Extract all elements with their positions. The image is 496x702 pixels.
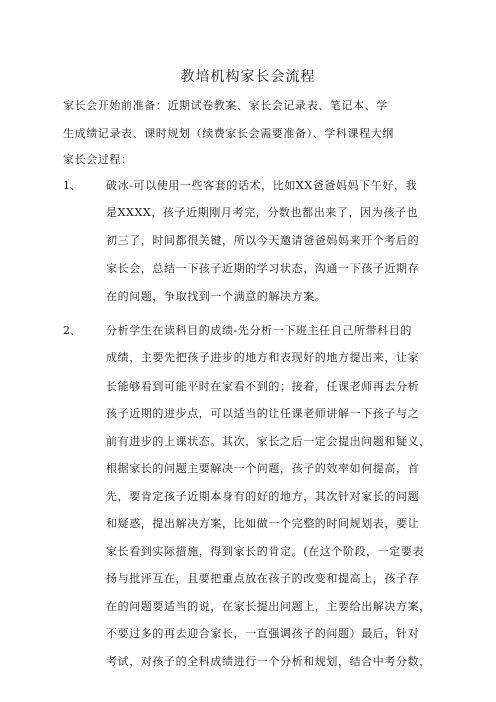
item-1-line-4: 家长会，总结一下孩子近期的学习状态，沟通一下孩子近期存 [106,262,420,275]
item-2-line-12: 不要过多的再去迎合家长，一直强调孩子的问题）最后，针对 [106,627,420,640]
item-2-line-7: 先，要肯定孩子近期本身有的好的地方，其次针对家长的问题 [106,490,420,503]
item-1-line-5: 在的问题，争取找到一个满意的解决方案。 [106,290,327,303]
item-1-line-1: 破冰-可以使用一些客套的话术，比如XX爸爸妈妈下午好，我 [106,179,418,192]
item-2-line-4: 孩子近期的进步点，可以适当的让任课老师讲解一下孩子与之 [106,407,420,420]
item-2-line-3: 长能够看到可能平时在家看不到的；接着，任课老师再去分析 [106,380,420,393]
item-number-2: 2、 [63,324,81,337]
process-heading: 家长会过程： [63,153,133,166]
item-2-line-8: 和疑惑，提出解决方案，比如做一个完整的时间规划表，要让 [106,517,420,530]
prep-line-2: 生成绩记录表、课时规划（续费家长会需要准备）、学科课程大纲 [63,127,394,140]
item-2-line-2: 成绩，主要先把孩子进步的地方和表现好的地方提出来，让家 [106,351,420,364]
item-2-line-10: 扬与批评互在，且要把重点放在孩子的改变和提高上，孩子存 [106,572,420,585]
item-2-line-1: 分析学生在读科目的成绩-先分析一下班主任自己所带科目的 [106,324,412,337]
item-2-line-6: 根据家长的问题主要解决一个问题，孩子的效率如何提高，首 [106,462,420,475]
item-1-line-3: 初三了，时间都很关键，所以今天邀请爸爸妈妈来开个考后的 [106,234,420,247]
item-1-line-2: 是XXXX，孩子近期刚月考完，分数也都出来了，因为孩子也 [106,206,419,219]
item-number-1: 1、 [63,179,81,192]
document-title: 教培机构家长会流程 [180,69,316,85]
item-2-line-9: 家长看到实际措施，得到家长的肯定。(在这个阶段，一定要表 [106,545,425,558]
prep-line-1: 家长会开始前准备：近期试卷教案、家长会记录表、笔记本、学 [63,99,388,112]
item-2-line-11: 在的问题要适当的说，在家长提出问题上，主要给出解决方案， [106,600,431,613]
item-2-line-13: 考试，对孩子的全科成绩进行一个分析和规划，结合中考分数， [106,655,431,668]
item-2-line-5: 前有进步的上课状态。其次，家长之后一定会提出问题和疑义， [106,435,431,448]
